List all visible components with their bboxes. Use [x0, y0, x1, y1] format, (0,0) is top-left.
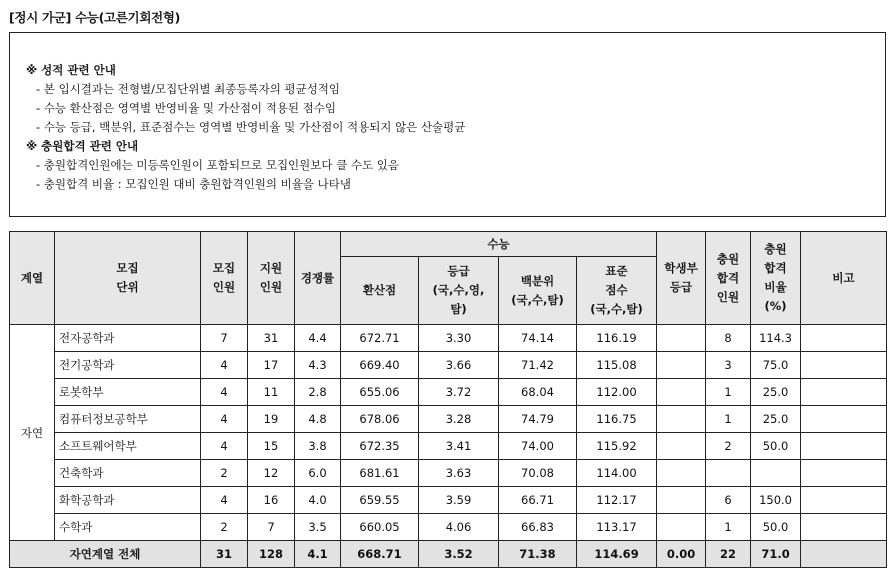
- cell-school-grade: [657, 433, 706, 460]
- total-school-grade: 0.00: [657, 541, 706, 568]
- cell-converted: 669.40: [341, 352, 419, 379]
- notice-line: - 충원합격 비율 : 모집인원 대비 충원합격인원의 비율을 나타냄: [36, 177, 351, 191]
- cell-applicants: 16: [248, 487, 295, 514]
- cell-percentile: 70.08: [499, 460, 577, 487]
- cell-percentile: 66.71: [499, 487, 577, 514]
- cell-applicants: 7: [248, 514, 295, 541]
- notice-line: - 본 입시결과는 전형별/모집단위별 최종등록자의 평균성적임: [36, 82, 341, 96]
- cell-note: [801, 433, 887, 460]
- cell-standard: 115.92: [577, 433, 657, 460]
- cell-school-grade: [657, 460, 706, 487]
- cell-ratio: 3.5: [295, 514, 341, 541]
- notice-heading-scores: ※ 성적 관련 안내: [26, 63, 116, 77]
- notice-box: [9, 32, 886, 217]
- table-row: [10, 487, 887, 514]
- cell-school-grade: [657, 514, 706, 541]
- cell-converted: 660.05: [341, 514, 419, 541]
- cell-quota: 2: [201, 514, 248, 541]
- cell-percentile: 66.83: [499, 514, 577, 541]
- cell-note: [801, 514, 887, 541]
- cell-extra-count: 1: [706, 406, 751, 433]
- table-row: [10, 433, 887, 460]
- cell-ratio: 4.8: [295, 406, 341, 433]
- cell-applicants: 19: [248, 406, 295, 433]
- page-title: [정시 가군] 수능(고른기회전형): [9, 10, 181, 25]
- cell-applicants: 12: [248, 460, 295, 487]
- cell-ratio: 2.8: [295, 379, 341, 406]
- header-school-grade: 학생부 등급: [657, 232, 706, 325]
- cell-converted: 659.55: [341, 487, 419, 514]
- cell-note: [801, 406, 887, 433]
- cell-percentile: 74.79: [499, 406, 577, 433]
- results-body: [10, 325, 887, 568]
- notice-line: - 충원합격인원에는 미등록인원이 포함되므로 모집인원보다 클 수도 있음: [36, 158, 400, 172]
- cell-ratio: 4.0: [295, 487, 341, 514]
- header-unit: 모집 단위: [55, 232, 201, 325]
- cell-standard: 116.75: [577, 406, 657, 433]
- cell-grade: 3.41: [419, 433, 499, 460]
- header-applicants: 지원 인원: [248, 232, 295, 325]
- table-row: [10, 325, 887, 352]
- cell-percentile: 74.00: [499, 433, 577, 460]
- total-standard: 114.69: [577, 541, 657, 568]
- cell-standard: 113.17: [577, 514, 657, 541]
- cell-quota: 4: [201, 352, 248, 379]
- header-note: 비고: [801, 232, 887, 325]
- header-grade: 등급 (국,수,영, 탐): [419, 257, 499, 325]
- cell-extra-rate: 114.3: [751, 325, 801, 352]
- header-extra-count: 충원 합격 인원: [706, 232, 751, 325]
- cell-grade: 3.66: [419, 352, 499, 379]
- cell-extra-rate: 25.0: [751, 406, 801, 433]
- cell-note: [801, 325, 887, 352]
- results-table: [9, 231, 887, 568]
- cell-applicants: 15: [248, 433, 295, 460]
- cell-ratio: 3.8: [295, 433, 341, 460]
- total-converted: 668.71: [341, 541, 419, 568]
- cell-extra-rate: 50.0: [751, 433, 801, 460]
- cell-grade: 3.28: [419, 406, 499, 433]
- table-row: [10, 460, 887, 487]
- cell-extra-rate: 150.0: [751, 487, 801, 514]
- cell-converted: 681.61: [341, 460, 419, 487]
- cell-grade: 4.06: [419, 514, 499, 541]
- cell-unit: 수학과: [55, 514, 201, 541]
- cell-applicants: 17: [248, 352, 295, 379]
- table-row: [10, 514, 887, 541]
- cell-school-grade: [657, 406, 706, 433]
- cell-school-grade: [657, 379, 706, 406]
- cell-quota: 4: [201, 487, 248, 514]
- cell-grade: 3.63: [419, 460, 499, 487]
- cell-quota: 7: [201, 325, 248, 352]
- cell-school-grade: [657, 487, 706, 514]
- cell-extra-count: 6: [706, 487, 751, 514]
- total-percentile: 71.38: [499, 541, 577, 568]
- cell-converted: 672.71: [341, 325, 419, 352]
- total-note: [801, 541, 887, 568]
- cell-ratio: 4.4: [295, 325, 341, 352]
- cell-ratio: 6.0: [295, 460, 341, 487]
- cell-percentile: 68.04: [499, 379, 577, 406]
- header-standard: 표준 점수 (국,수,탐): [577, 257, 657, 325]
- group-label: 자연: [10, 325, 55, 541]
- cell-grade: 3.30: [419, 325, 499, 352]
- header-ratio: 경쟁률: [295, 232, 341, 325]
- cell-school-grade: [657, 325, 706, 352]
- cell-standard: 115.08: [577, 352, 657, 379]
- table-row: [10, 406, 887, 433]
- total-ratio: 4.1: [295, 541, 341, 568]
- cell-quota: 4: [201, 433, 248, 460]
- cell-unit: 전기공학과: [55, 352, 201, 379]
- cell-extra-rate: 50.0: [751, 514, 801, 541]
- total-extra-rate: 71.0: [751, 541, 801, 568]
- cell-extra-rate: [751, 460, 801, 487]
- cell-converted: 672.35: [341, 433, 419, 460]
- cell-unit: 로봇학부: [55, 379, 201, 406]
- cell-percentile: 74.14: [499, 325, 577, 352]
- notice-line: - 수능 환산점은 영역별 반영비율 및 가산점이 적용된 점수임: [36, 101, 337, 115]
- cell-quota: 4: [201, 379, 248, 406]
- table-row: [10, 352, 887, 379]
- cell-applicants: 11: [248, 379, 295, 406]
- notice-line: - 수능 등급, 백분위, 표준점수는 영역별 반영비율 및 가산점이 적용되지 않은 산술평균: [36, 120, 466, 134]
- cell-unit: 컴퓨터정보공학부: [55, 406, 201, 433]
- cell-standard: 112.00: [577, 379, 657, 406]
- cell-unit: 화학공학과: [55, 487, 201, 514]
- cell-unit: 건축학과: [55, 460, 201, 487]
- total-applicants: 128: [248, 541, 295, 568]
- cell-standard: 112.17: [577, 487, 657, 514]
- cell-note: [801, 352, 887, 379]
- header-extra-rate: 충원 합격 비율 (%): [751, 232, 801, 325]
- cell-applicants: 31: [248, 325, 295, 352]
- table-row: [10, 379, 887, 406]
- cell-extra-rate: 25.0: [751, 379, 801, 406]
- cell-quota: 2: [201, 460, 248, 487]
- header-converted: 환산점: [341, 257, 419, 325]
- cell-extra-count: 2: [706, 433, 751, 460]
- cell-note: [801, 379, 887, 406]
- cell-percentile: 71.42: [499, 352, 577, 379]
- cell-standard: 114.00: [577, 460, 657, 487]
- notice-content: [26, 61, 465, 194]
- notice-heading-extra-admission: ※ 충원합격 관련 안내: [26, 139, 139, 153]
- cell-extra-rate: 75.0: [751, 352, 801, 379]
- total-grade: 3.52: [419, 541, 499, 568]
- cell-extra-count: [706, 460, 751, 487]
- cell-school-grade: [657, 352, 706, 379]
- cell-grade: 3.59: [419, 487, 499, 514]
- cell-extra-count: 8: [706, 325, 751, 352]
- cell-extra-count: 1: [706, 514, 751, 541]
- cell-quota: 4: [201, 406, 248, 433]
- cell-converted: 655.06: [341, 379, 419, 406]
- cell-extra-count: 1: [706, 379, 751, 406]
- header-category: 계열: [10, 232, 55, 325]
- header-percentile: 백분위 (국,수,탐): [499, 257, 577, 325]
- header-suneung: 수능: [341, 232, 657, 257]
- total-row: [10, 541, 887, 568]
- total-label: 자연계열 전체: [10, 541, 201, 568]
- cell-note: [801, 460, 887, 487]
- total-quota: 31: [201, 541, 248, 568]
- cell-unit: 전자공학과: [55, 325, 201, 352]
- cell-grade: 3.72: [419, 379, 499, 406]
- cell-unit: 소프트웨어학부: [55, 433, 201, 460]
- total-extra-count: 22: [706, 541, 751, 568]
- cell-ratio: 4.3: [295, 352, 341, 379]
- header-quota: 모집 인원: [201, 232, 248, 325]
- cell-note: [801, 487, 887, 514]
- cell-converted: 678.06: [341, 406, 419, 433]
- cell-standard: 116.19: [577, 325, 657, 352]
- cell-extra-count: 3: [706, 352, 751, 379]
